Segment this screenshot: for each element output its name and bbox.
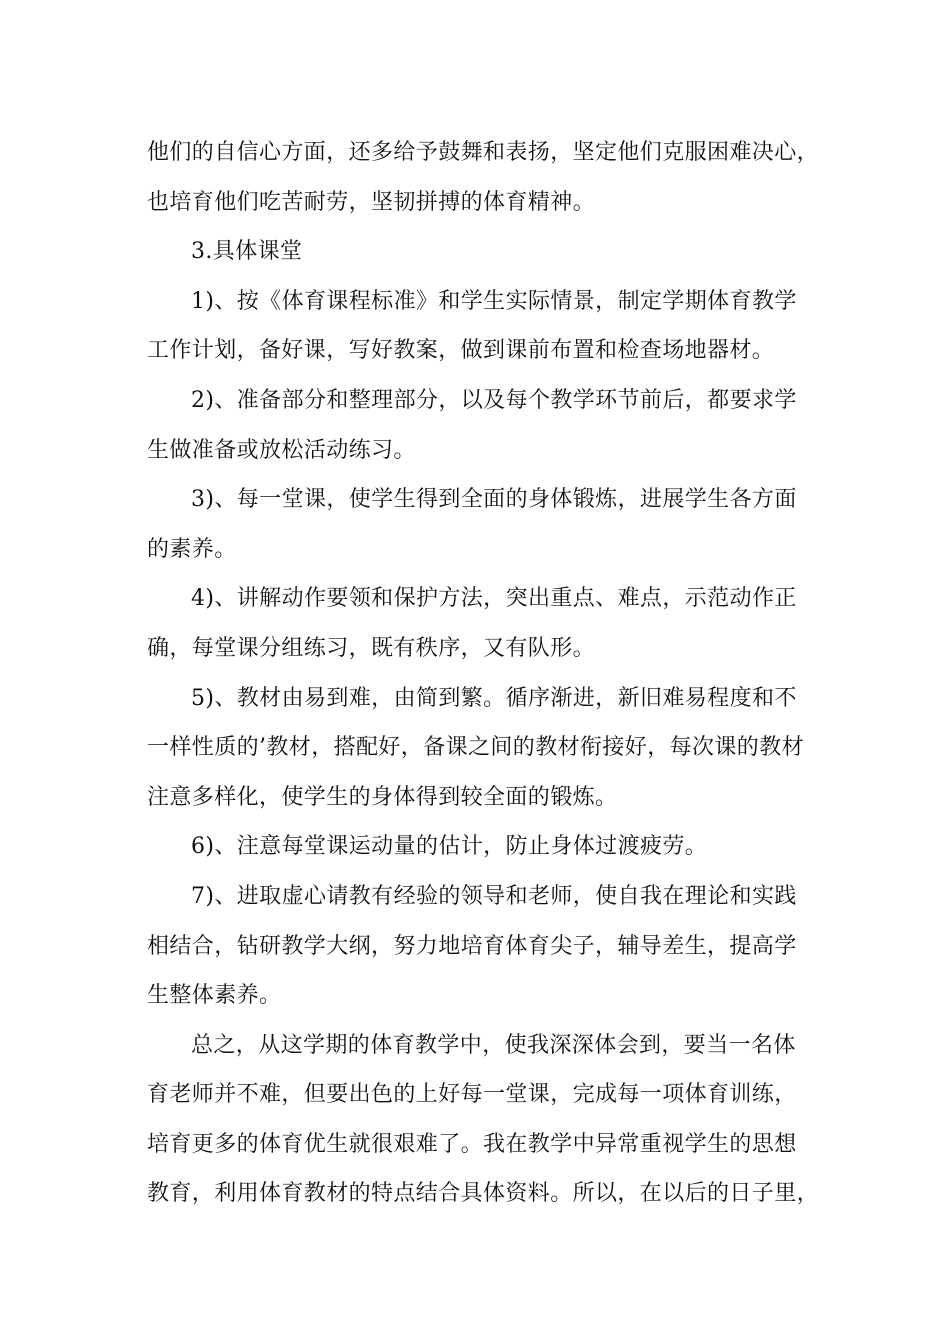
text-line: 一样性质的’教材，搭配好，备课之间的教材衔接好，每次课的教材: [147, 735, 804, 761]
text-line: 培育更多的体育优生就很艰难了。我在教学中异常重视学生的思想: [147, 1131, 797, 1157]
document-body: [147, 128, 827, 1219]
text-line: 教育，利用体育教材的特点结合具体资料。所以，在以后的日子里，: [147, 1181, 820, 1207]
text-line: 2)、准备部分和整理部分，以及每个教学环节前后，都要求学: [191, 387, 797, 413]
text-line: 6)、注意每堂课运动量的估计，防止身体过渡疲劳。: [191, 834, 708, 860]
text-line: 总之，从这学期的体育教学中，使我深深体会到，要当一名体: [191, 1032, 796, 1058]
text-line: 1)、按《体育课程标准》和学生实际情景，制定学期体育教学: [191, 288, 797, 314]
text-line: 5)、教材由易到难，由简到繁。循序渐进，新旧难易程度和不: [191, 685, 797, 711]
text-line: 也培育他们吃苦耐劳，坚韧拼搏的体育精神。: [147, 189, 596, 215]
text-line: 生做准备或放松活动练习。: [147, 437, 416, 463]
text-line: 4)、讲解动作要领和保护方法，突出重点、难点，示范动作正: [191, 586, 797, 612]
text-line: 工作计划，备好课，写好教案，做到课前布置和检查场地器材。: [147, 338, 775, 364]
section-heading: 3.具体课堂: [191, 239, 303, 265]
text-line: 的素养。: [147, 536, 237, 562]
text-line: 3)、每一堂课，使学生得到全面的身体锻炼，进展学生各方面: [191, 487, 797, 513]
text-line: 确，每堂课分组练习，既有秩序，又有队形。: [147, 635, 596, 661]
text-line: 相结合，钻研教学大纲，努力地培育体育尖子，辅导差生，提高学: [147, 933, 797, 959]
text-line: 注意多样化，使学生的身体得到较全面的锻炼。: [147, 784, 618, 810]
text-line: 生整体素养。: [147, 983, 282, 1009]
text-line: 育老师并不难，但要出色的上好每一堂课，完成每一项体育训练，: [147, 1082, 797, 1108]
text-line: 他们的自信心方面，还多给予鼓舞和表扬，坚定他们克服困难决心，: [147, 140, 820, 165]
text-line: 7)、进取虚心请教有经验的领导和老师，使自我在理论和实践: [191, 883, 797, 909]
